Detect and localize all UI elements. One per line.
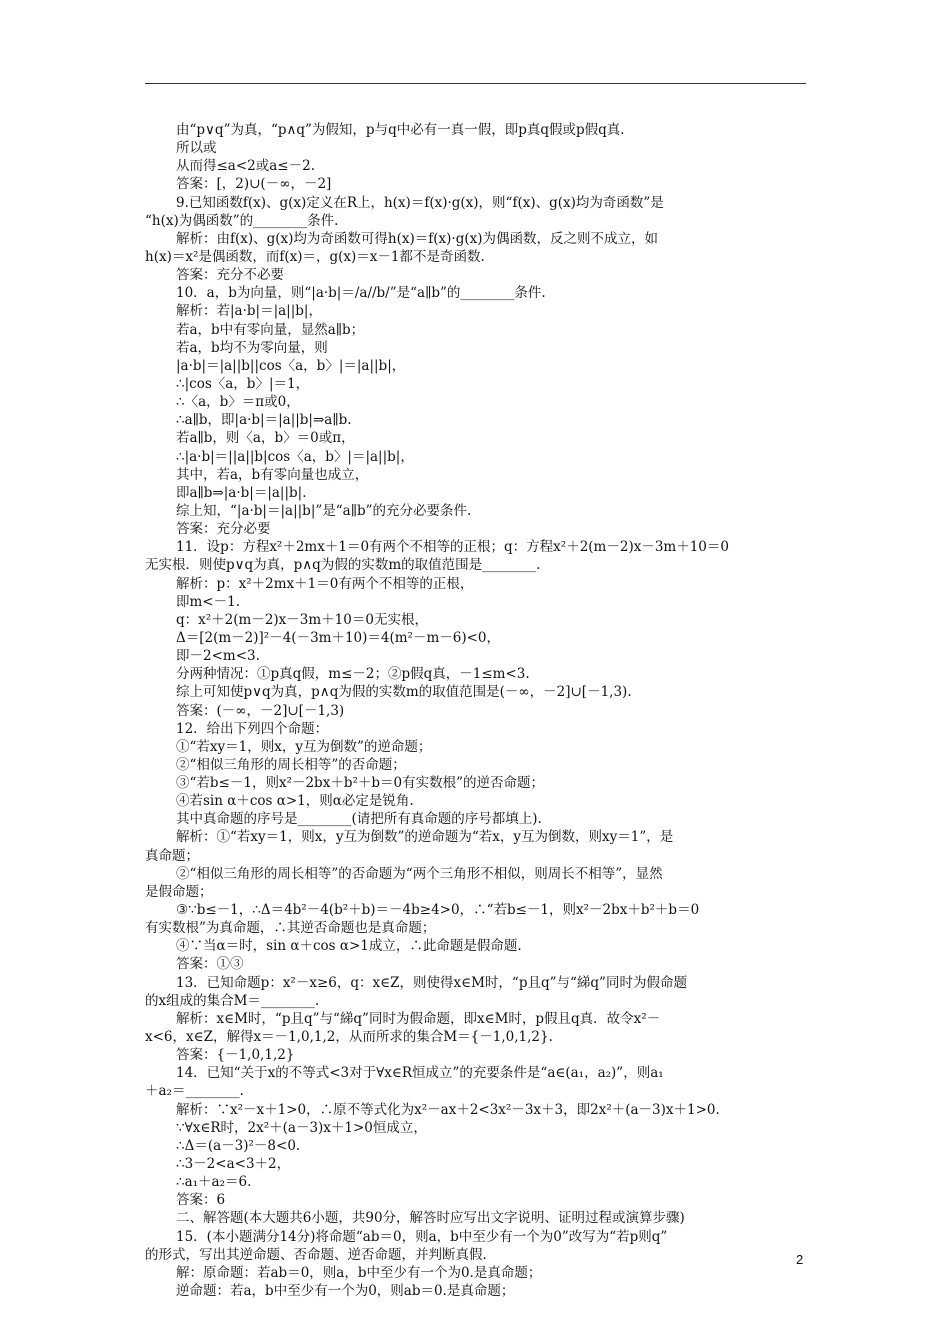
- text-line: 解析：p：x²＋2mx＋1＝0有两个不相等的正根，: [176, 575, 474, 592]
- text-line: ∴a₁＋a₂＝6.: [176, 1174, 252, 1191]
- text-line: 二、解答题(本大题共6小题，共90分，解答时应写出文字说明、证明过程或演算步骤): [176, 1210, 685, 1227]
- text-line: q：x²＋2(m－2)x－3m＋10＝0无实根，: [176, 611, 428, 628]
- text-line: ①“若xy＝1，则x，y互为倒数”的逆命题；: [176, 738, 432, 755]
- text-line: 是假命题；: [145, 883, 213, 900]
- text-line: 所以或: [176, 140, 217, 157]
- text-line: ∴|cos〈a，b〉|＝1，: [176, 375, 310, 392]
- text-line: 真命题；: [145, 847, 199, 864]
- text-line: ∴Δ＝(a－3)²－8<0.: [176, 1137, 301, 1154]
- text-line: 即a∥b⇒|a·b|＝|a||b|.: [176, 484, 307, 501]
- text-line: 14．已知“关于x的不等式<3对于∀x∈R恒成立”的充要条件是“a∈(a₁，a₂)”，则a₁: [176, 1065, 664, 1082]
- text-line: 其中，若a，b有零向量也成立，: [176, 466, 369, 483]
- text-line: 逆命题：若a，b中至少有一个为0，则ab＝0.是真命题；: [176, 1283, 515, 1299]
- text-line: ＋a₂＝________.: [145, 1083, 244, 1100]
- text-line: ④∵当α＝时，sin α＋cos α>1成立，∴此命题是假命题.: [176, 938, 522, 955]
- text-line: 解析：∵x²－x＋1>0，∴原不等式化为x²－ax＋2<3x²－3x＋3，即2x²＋(a－3)x＋1>0.: [176, 1101, 720, 1118]
- text-line: 答案：[，2)∪(－∞，－2]: [176, 176, 332, 193]
- text-line: 即m<－1.: [176, 593, 240, 610]
- page-number: 2: [796, 1252, 804, 1267]
- text-line: 解：原命题：若ab＝0，则a，b中至少有一个为0.是真命题；: [176, 1264, 542, 1281]
- text-line: 若a∥b，则〈a，b〉＝0或π，: [176, 430, 355, 447]
- text-line: 有实数根”为真命题，∴其逆否命题也是真命题；: [145, 920, 436, 937]
- header-rule: [145, 83, 806, 84]
- text-line: |a·b|＝|a||b||cos〈a，b〉|＝|a||b|，: [176, 357, 406, 374]
- text-line: 无实根．则使p∨q为真，p∧q为假的实数m的取值范围是________.: [145, 557, 541, 574]
- text-line: 综上可知使p∨q为真，p∧q为假的实数m的取值范围是(－∞，－2]∪[－1,3).: [176, 684, 632, 701]
- text-line: 综上知，“|a·b|＝|a||b|”是“a∥b”的充分必要条件.: [176, 502, 472, 519]
- text-line: h(x)＝x²是偶函数，而f(x)＝，g(x)＝x－1都不是奇函数.: [145, 248, 485, 265]
- text-line: 13．已知命题p：x²－x≥6，q：x∈Z，则使得x∈M时，“p且q”与“綈q”同时为假命题: [176, 974, 687, 991]
- text-line: 其中真命题的序号是________(请把所有真命题的序号都填上).: [176, 811, 542, 828]
- text-line: 若a，b中有零向量，显然a∥b；: [176, 321, 365, 338]
- text-line: ②“相似三角形的周长相等”的否命题为“两个三角形不相似，则周长不相等”，显然: [176, 865, 663, 882]
- text-line: 分两种情况：①p真q假，m≤－2；②p假q真，－1≤m<3.: [176, 666, 530, 683]
- text-line: 答案：充分不必要: [176, 267, 284, 284]
- text-line: ③“若b≤－1，则x²－2bx＋b²＋b＝0有实数根”的逆否命题；: [176, 775, 544, 792]
- text-line: 若a，b均不为零向量，则: [176, 339, 328, 356]
- text-line: 从而得≤a<2或a≤－2.: [176, 158, 316, 175]
- text-line: 的x组成的集合M＝________.: [145, 992, 320, 1009]
- text-line: x<6，x∈Z，解得x＝－1,0,1,2，从而所求的集合M＝{－1,0,1,2}.: [145, 1029, 553, 1046]
- text-line: ④若sin α＋cos α>1，则α必定是锐角.: [176, 793, 414, 810]
- text-line: Δ＝[2(m－2)]²－4(－3m＋10)＝4(m²－m－6)<0，: [176, 629, 501, 646]
- text-line: 解析：若|a·b|＝|a||b|，: [176, 303, 322, 320]
- text-line: 答案：充分必要: [176, 521, 271, 538]
- text-line: ∴〈a，b〉＝π或0，: [176, 394, 300, 411]
- text-line: 由“p∨q”为真，“p∧q”为假知，p与q中必有一真一假，即p真q假或p假q真．: [176, 122, 634, 138]
- text-line: 的形式，写出其逆命题、否命题、逆否命题，并判断真假.: [145, 1246, 487, 1263]
- text-line: 即－2<m<3.: [176, 648, 260, 665]
- text-line: ∵∀x∈R时，2x²＋(a－3)x＋1>0恒成立，: [176, 1119, 427, 1136]
- text-line: 解析：①“若xy＝1，则x，y互为倒数”的逆命题为“若x，y互为倒数，则xy＝1”，是: [176, 829, 674, 846]
- text-line: 12．给出下列四个命题：: [176, 720, 329, 737]
- text-line: ∴|a·b|＝||a||b|cos〈a，b〉|＝|a||b|，: [176, 448, 414, 465]
- page-body: [145, 121, 807, 1300]
- text-line: 解析：x∈M时，“p且q”与“綈q”同时为假命题，即x∈M时，p假且q真．故令x²－: [176, 1010, 661, 1027]
- text-line: 答案：6: [176, 1192, 226, 1209]
- text-line: 11．设p：方程x²＋2mx＋1＝0有两个不相等的正根；q：方程x²＋2(m－2)x－3m＋10＝0: [176, 539, 729, 556]
- text-line: 答案：(－∞，－2]∪[－1,3): [176, 702, 345, 719]
- text-line: “h(x)为偶函数”的________条件.: [145, 212, 339, 229]
- text-line: ∴3－2<a<3＋2，: [176, 1156, 291, 1173]
- text-line: 答案：{－1,0,1,2}: [176, 1047, 295, 1064]
- text-line: ∴a∥b，即|a·b|＝|a||b|⇒a∥b.: [176, 412, 352, 429]
- text-line: 答案：①③: [176, 956, 244, 973]
- text-line: ③∵b≤－1，∴Δ＝4b²－4(b²＋b)＝－4b≥4>0，∴“若b≤－1，则x²－2bx＋b²＋b＝0: [176, 902, 700, 919]
- text-line: 9.已知函数f(x)、g(x)定义在R上，h(x)＝f(x)·g(x)，则“f(x)、g(x)均为奇函数”是: [176, 194, 664, 211]
- text-line: 10．a，b为向量，则“|a·b|＝/a//b/”是“a∥b”的________条件.: [176, 285, 546, 302]
- text-line: 解析：由f(x)、g(x)均为奇函数可得h(x)＝f(x)·g(x)为偶函数，反之则不成立，如: [176, 230, 658, 247]
- text-line: 15．(本小题满分14分)将命题“ab＝0，则a，b中至少有一个为0”改写为“若p则q”: [176, 1228, 668, 1245]
- text-line: ②“相似三角形的周长相等”的否命题；: [176, 756, 406, 773]
